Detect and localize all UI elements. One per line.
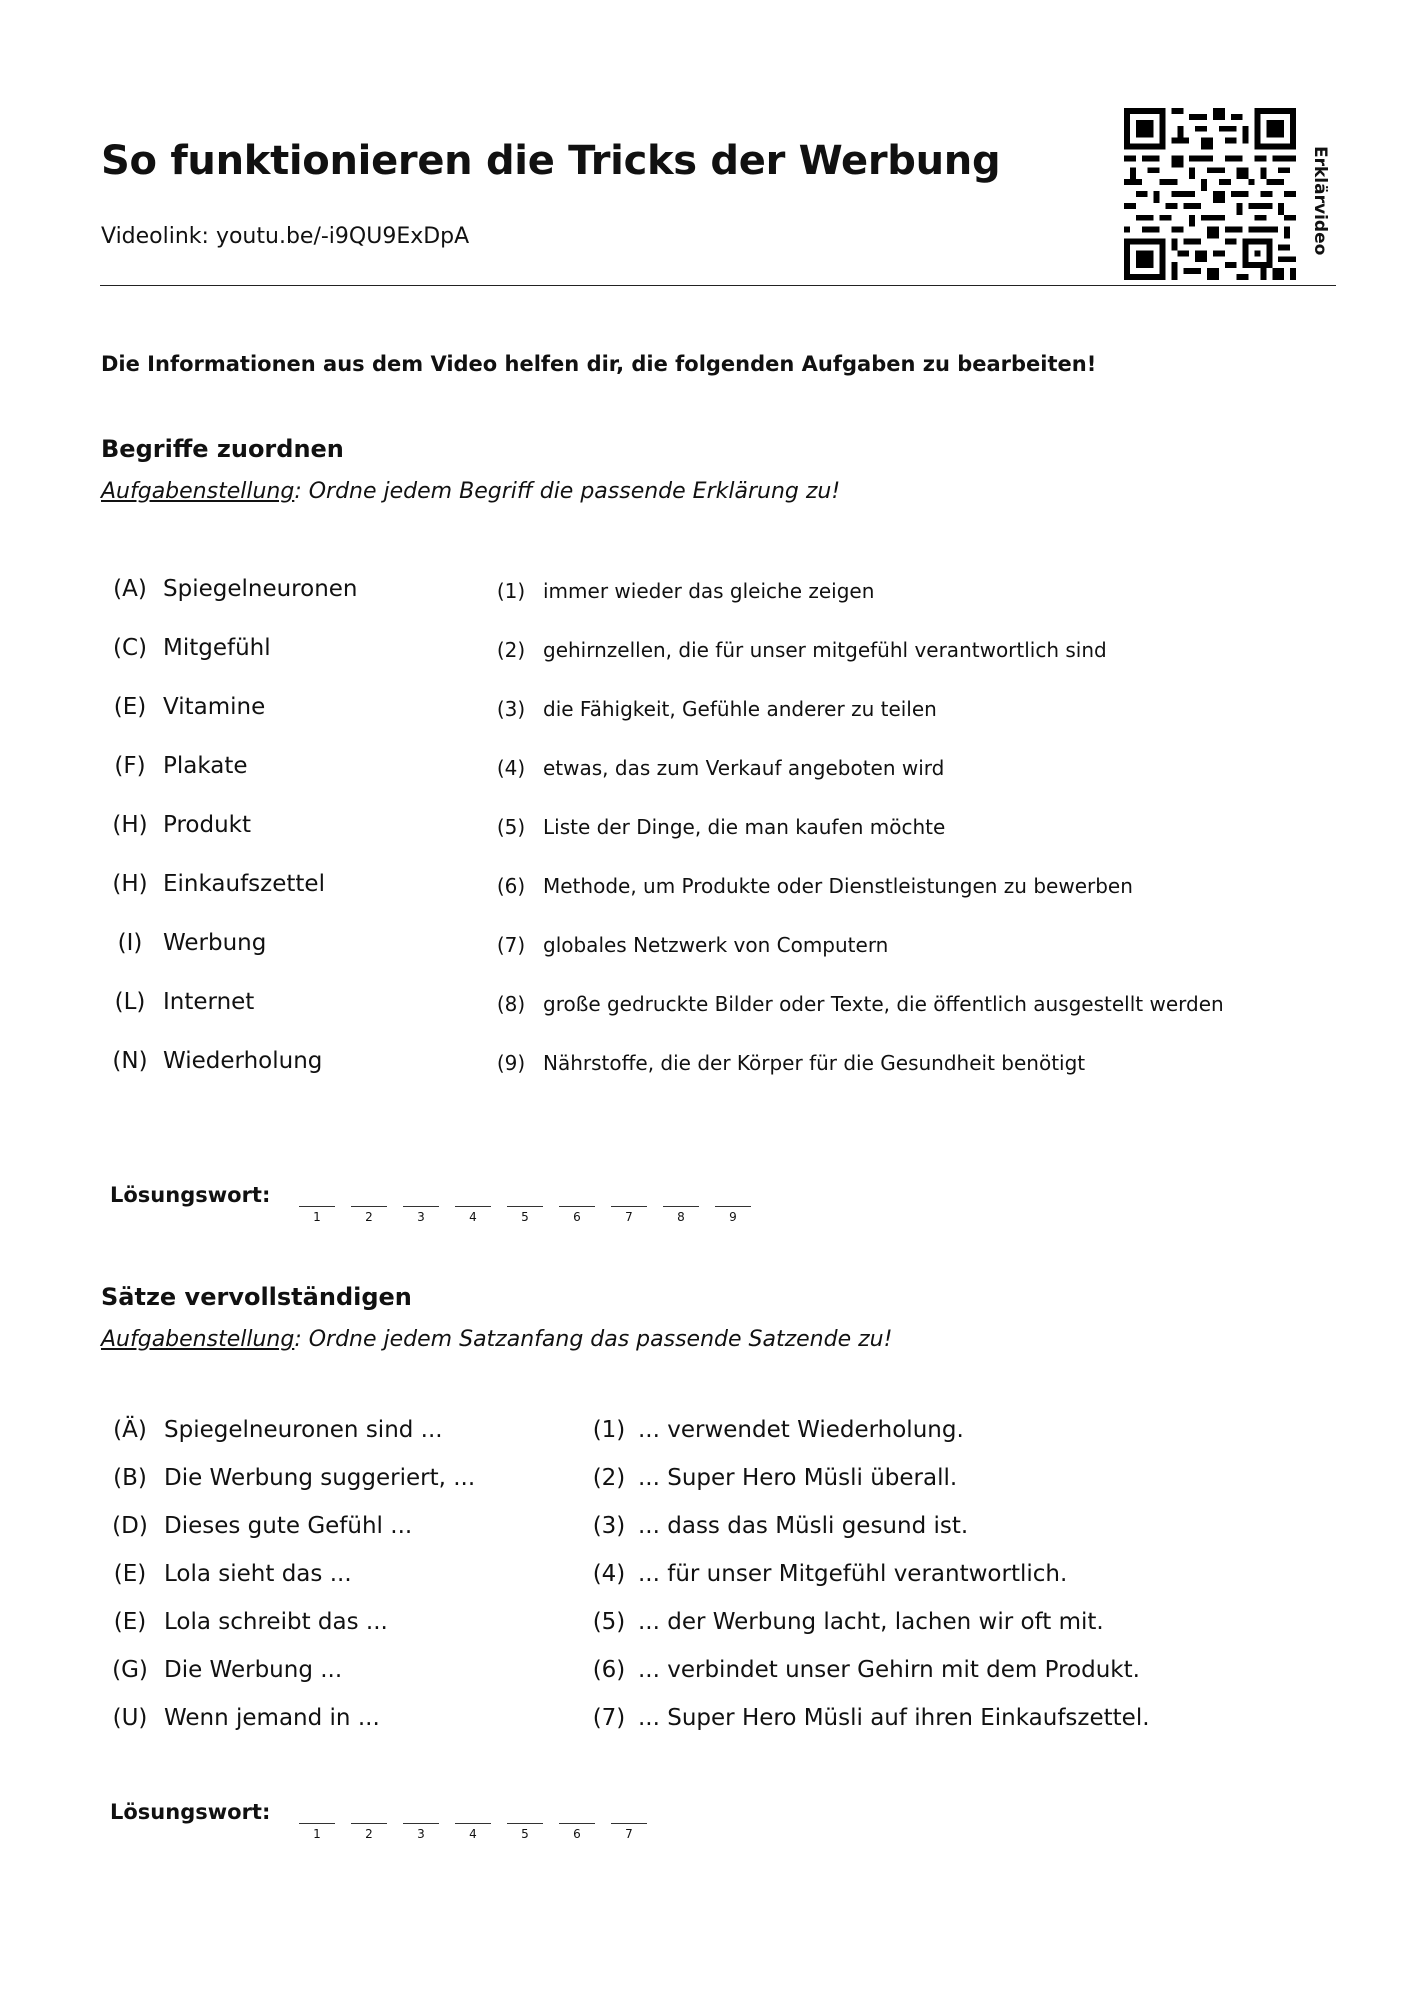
sentence-text: Dieses gute Gefühl ... (164, 1513, 413, 1539)
blank-number: 6 (573, 1210, 581, 1224)
blank-number: 1 (313, 1210, 321, 1224)
ending-text: ... für unser Mitgefühl verantwortlich. (638, 1561, 1068, 1587)
term-text: Plakate (163, 753, 248, 779)
blank-number: 1 (313, 1827, 321, 1841)
term-tag: (E) (113, 694, 147, 720)
term-tag: (L) (114, 989, 146, 1015)
section1-heading: Begriffe zuordnen (101, 435, 344, 463)
ending-text: ... Super Hero Müsli auf ihren Einkaufszettel. (638, 1705, 1150, 1731)
qr-code-icon[interactable] (1124, 108, 1296, 280)
letter-blank[interactable] (351, 1823, 387, 1824)
task-text: : Ordne jedem Begriff die passende Erklärung zu! (294, 479, 841, 504)
definition-number: (4) (496, 756, 526, 780)
term-text: Werbung (163, 930, 267, 956)
definition-text: globales Netzwerk von Computern (543, 933, 889, 957)
sentence-text: Lola sieht das ... (164, 1561, 352, 1587)
sentence-text: Die Werbung suggeriert, ... (164, 1465, 476, 1491)
definition-number: (3) (496, 697, 526, 721)
letter-blank[interactable] (611, 1206, 647, 1207)
section1-task (101, 479, 840, 504)
ending-number: (3) (592, 1513, 626, 1539)
ending-text: ... Super Hero Müsli überall. (638, 1465, 958, 1491)
letter-blank[interactable] (611, 1823, 647, 1824)
blank-number: 9 (729, 1210, 737, 1224)
sentence-text: Wenn jemand in ... (164, 1705, 380, 1731)
term-tag: (H) (112, 871, 148, 897)
ending-number: (6) (592, 1657, 626, 1683)
term-text: Einkaufszettel (163, 871, 325, 897)
definition-text: große gedruckte Bilder oder Texte, die öffentlich ausgestellt werden (543, 992, 1224, 1016)
definition-number: (6) (496, 874, 526, 898)
letter-blank[interactable] (455, 1206, 491, 1207)
term-text: Vitamine (163, 694, 266, 720)
blank-number: 8 (677, 1210, 685, 1224)
term-text: Produkt (163, 812, 252, 838)
ending-number: (1) (592, 1417, 626, 1443)
blank-number: 7 (625, 1827, 633, 1841)
definition-text: die Fähigkeit, Gefühle anderer zu teilen (543, 697, 937, 721)
term-text: Internet (163, 989, 255, 1015)
term-tag: (A) (113, 576, 147, 602)
blank-number: 3 (417, 1210, 425, 1224)
sentence-tag: (D) (112, 1513, 148, 1539)
definition-number: (7) (496, 933, 526, 957)
definition-number: (5) (496, 815, 526, 839)
term-tag: (C) (112, 635, 147, 661)
definition-number: (9) (496, 1051, 526, 1075)
term-tag: (H) (112, 812, 148, 838)
blank-number: 7 (625, 1210, 633, 1224)
ending-number: (7) (592, 1705, 626, 1731)
header-divider (100, 285, 1336, 286)
definition-text: Methode, um Produkte oder Dienstleistungen zu bewerben (543, 874, 1133, 898)
sentence-tag: (E) (113, 1561, 147, 1587)
ending-text: ... verbindet unser Gehirn mit dem Produkt. (638, 1657, 1140, 1683)
blank-number: 4 (469, 1210, 477, 1224)
term-tag: (I) (117, 930, 143, 956)
sentence-tag: (Ä) (113, 1417, 147, 1443)
term-text: Spiegelneuronen (163, 576, 358, 602)
definition-number: (8) (496, 992, 526, 1016)
ending-number: (5) (592, 1609, 626, 1635)
definition-text: Nährstoffe, die der Körper für die Gesundheit benötigt (543, 1051, 1086, 1075)
definition-text: immer wieder das gleiche zeigen (543, 579, 875, 603)
video-link[interactable]: Videolink: youtu.be/-i9QU9ExDpA (101, 224, 470, 249)
blank-number: 2 (365, 1210, 373, 1224)
ending-number: (4) (592, 1561, 626, 1587)
intro-text: Die Informationen aus dem Video helfen dir, die folgenden Aufgaben zu bearbeiten! (101, 352, 1097, 376)
sentence-tag: (E) (113, 1609, 147, 1635)
task-text: : Ordne jedem Satzanfang das passende Satzende zu! (294, 1327, 893, 1352)
blank-number: 2 (365, 1827, 373, 1841)
term-text: Mitgefühl (163, 635, 271, 661)
definition-number: (2) (496, 638, 526, 662)
sentence-text: Spiegelneuronen sind ... (164, 1417, 443, 1443)
letter-blank[interactable] (351, 1206, 387, 1207)
letter-blank[interactable] (559, 1823, 595, 1824)
ending-text: ... verwendet Wiederholung. (638, 1417, 964, 1443)
letter-blank[interactable] (455, 1823, 491, 1824)
term-tag: (F) (114, 753, 146, 779)
definition-text: gehirnzellen, die für unser mitgefühl verantwortlich sind (543, 638, 1107, 662)
task-label: Aufgabenstellung (101, 479, 295, 504)
blank-number: 3 (417, 1827, 425, 1841)
sentence-tag: (U) (112, 1705, 148, 1731)
sentence-text: Die Werbung ... (164, 1657, 343, 1683)
sentence-text: Lola schreibt das ... (164, 1609, 388, 1635)
definition-number: (1) (496, 579, 526, 603)
letter-blank[interactable] (403, 1823, 439, 1824)
blank-number: 4 (469, 1827, 477, 1841)
blank-number: 5 (521, 1827, 529, 1841)
solution-word-label: Lösungswort: (110, 1800, 271, 1824)
letter-blank[interactable] (403, 1206, 439, 1207)
definition-text: Liste der Dinge, die man kaufen möchte (543, 815, 946, 839)
ending-number: (2) (592, 1465, 626, 1491)
letter-blank[interactable] (663, 1206, 699, 1207)
qr-label: Erklärvideo (1310, 146, 1330, 256)
sentence-tag: (G) (112, 1657, 148, 1683)
section2-task (101, 1327, 892, 1352)
page-title: So funktionieren die Tricks der Werbung (101, 138, 1001, 184)
definition-text: etwas, das zum Verkauf angeboten wird (543, 756, 945, 780)
ending-text: ... der Werbung lacht, lachen wir oft mit. (638, 1609, 1104, 1635)
letter-blank[interactable] (299, 1823, 335, 1824)
letter-blank[interactable] (507, 1823, 543, 1824)
term-tag: (N) (112, 1048, 148, 1074)
letter-blank[interactable] (559, 1206, 595, 1207)
term-text: Wiederholung (163, 1048, 323, 1074)
letter-blank[interactable] (715, 1206, 751, 1207)
ending-text: ... dass das Müsli gesund ist. (638, 1513, 969, 1539)
task-label: Aufgabenstellung (101, 1327, 295, 1352)
solution-word-label: Lösungswort: (110, 1183, 271, 1207)
letter-blank[interactable] (299, 1206, 335, 1207)
blank-number: 6 (573, 1827, 581, 1841)
blank-number: 5 (521, 1210, 529, 1224)
sentence-tag: (B) (113, 1465, 147, 1491)
letter-blank[interactable] (507, 1206, 543, 1207)
section2-heading: Sätze vervollständigen (101, 1283, 412, 1311)
